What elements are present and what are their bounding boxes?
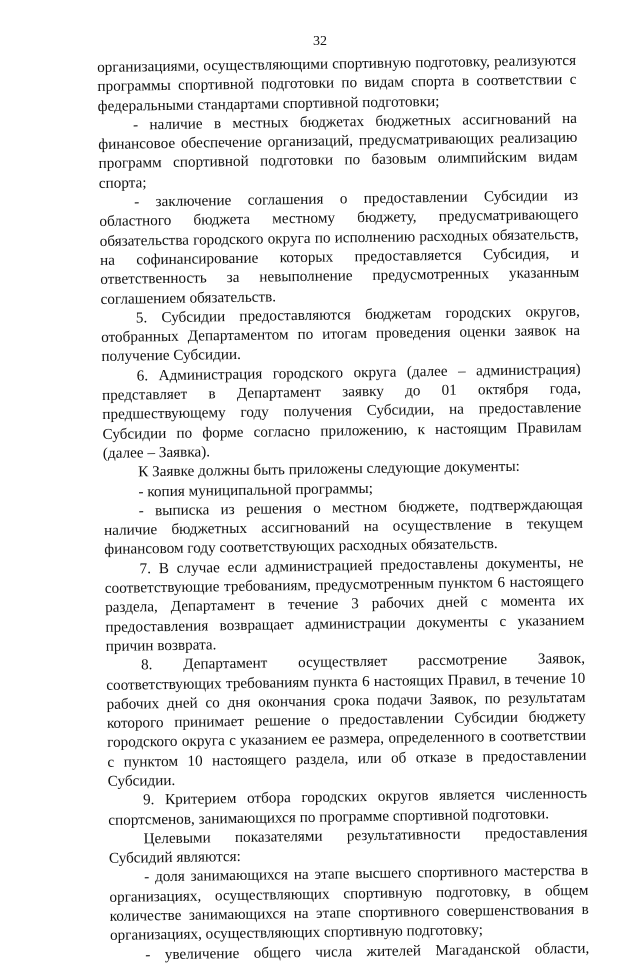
paragraph: - выписка из решения о местном бюджете, подтверждающая наличие бюджетных ассигнований на осуществление в текущем финансовом году соответствующих расходных обязательств. [103, 495, 584, 559]
document-body [97, 51, 589, 965]
paragraph: - наличие в местных бюджетах бюджетных ассигнований на финансовое обеспечение организаций, предусматривающих реализацию программ спортивной подготовки по базовым олимпийским видам спорта; [98, 109, 578, 192]
paragraph: Целевыми показателями результативности предоставления Субсидий являются: [108, 823, 588, 868]
paragraph: - доля занимающихся на этапе высшего спортивного мастерства в организациях, осуществляющих спортивную подготовку, в общем количестве занимающихся на этапе спортивного совершенствования в организациях, осуществляющих спортивную подготовку; [109, 862, 589, 945]
paragraph: 7. В случае если администрацией предоставлены документы, не соответствующие требованиям, предусмотренным пунктом 6 настоящего раздела, Департамент в течение 3 рабочих дней с момента их предоставления возвращает администрации документы с указанием причин возврата. [104, 553, 585, 655]
page-number: 32 [313, 34, 327, 49]
paragraph: 6. Администрация городского округа (далее – администрация) представляет в Департамент заявку до 01 октября года, предшествующему году получения Субсидии, на предоставление Субсидии по форме согласно приложению, к настоящим Правилам (далее – Заявка). [101, 360, 582, 462]
paragraph: организациями, осуществляющими спортивную подготовку, реализуются программы спортивной подготовки по видам спорта в соответствии с федеральными стандартами спортивной подготовки; [97, 51, 577, 115]
paragraph: - заключение соглашения о предоставлении Субсидии из областного бюджета местному бюджету, предусматривающего обязательства городского округа по исполнению расходных обязательств, на софинансирование которых предоставляется Субсидия, и ответственность за невыполнение предусмотренных указанным соглашением обязательств. [99, 186, 580, 308]
paragraph: 5. Субсидии предоставляются бюджетам городских округов, отобранных Департаментом по итогам проведения оценки заявок на получение Субсидии. [101, 302, 581, 366]
paragraph: К Заявке должны быть приложены следующие документы: [138, 458, 520, 481]
paragraph: 9. Критерием отбора городских округов является численность спортсменов, занимающихся по программе спортивной подготовки. [108, 785, 588, 829]
paragraph: - увеличение общего числа жителей Магаданской области, [145, 939, 590, 964]
paragraph: - копия муниципальной программы; [138, 479, 374, 500]
paragraph: 8. Департамент осуществляет рассмотрение Заявок, соответствующих требованиям пункта 6 настоящих Правил, в течение 10 рабочих дней со дня окончания срока подачи Заявок, по результатам которого принимает решение о предоставлении Субсидии бюджету городского округа с указанием ее размера, определенного в соответствии с пунктом 10 настоящего раздела, или об отказе в предоставлении Субсидии. [106, 650, 587, 790]
